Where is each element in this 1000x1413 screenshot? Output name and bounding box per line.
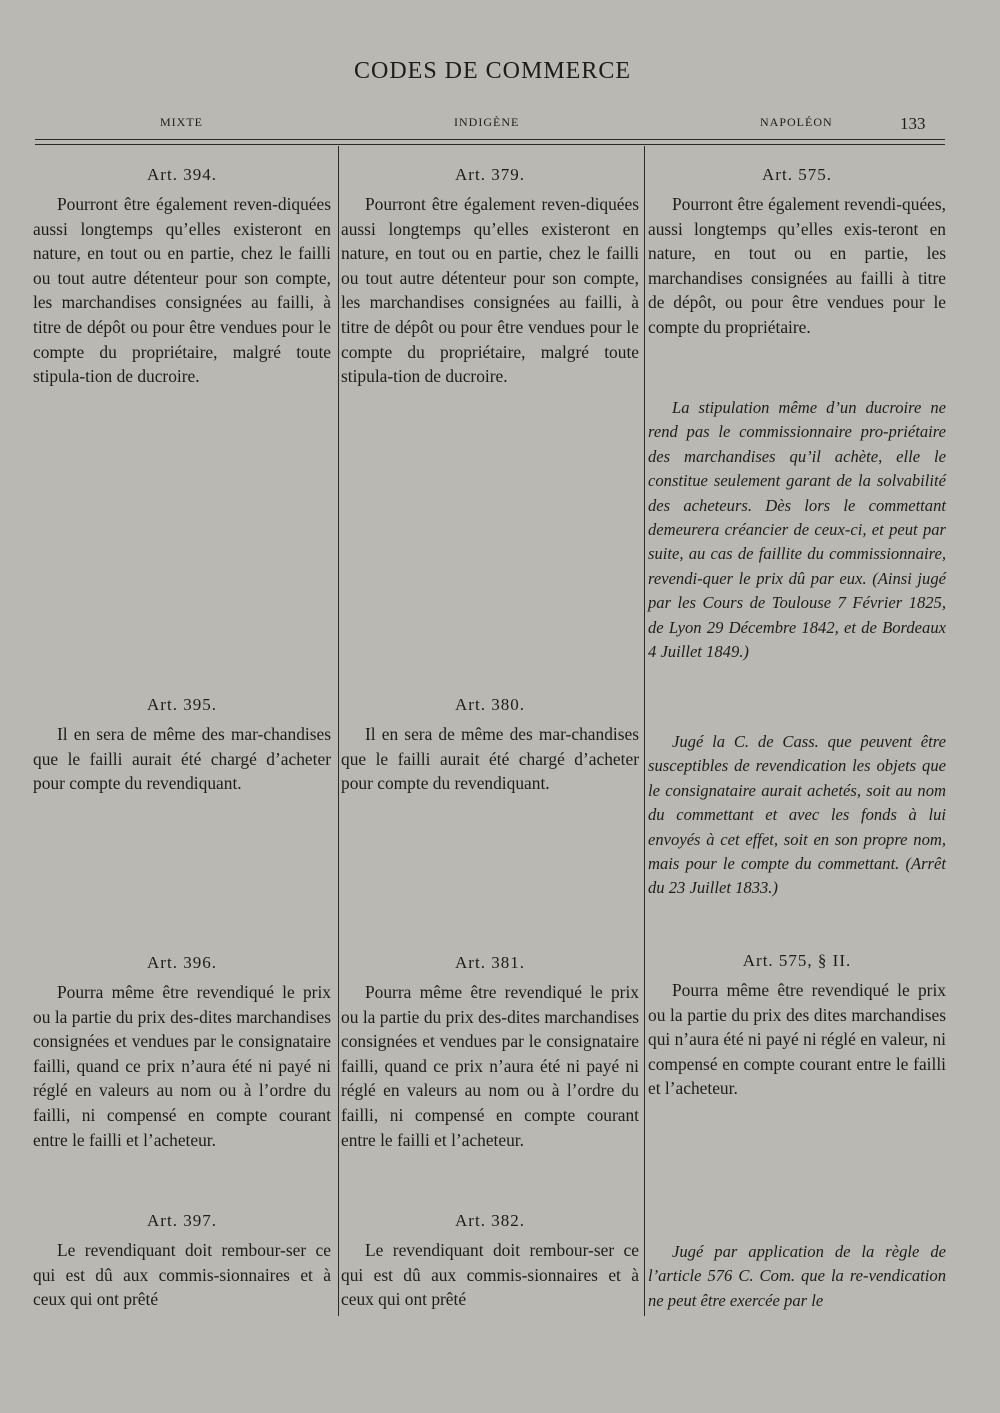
article-heading: Art. 382. <box>455 1211 525 1230</box>
page-number: 133 <box>900 114 926 133</box>
column-mixte <box>33 150 331 1320</box>
article-heading: Art. 379. <box>455 165 525 184</box>
article-381 <box>341 952 639 1152</box>
article-396 <box>33 952 331 1152</box>
jurisprudence-note-2 <box>648 730 946 901</box>
header-rule <box>35 139 945 140</box>
note-text: Jugé par application de la règle de l’article 576 C. Com. que la re-vendication ne peut être exercée par le <box>648 1242 946 1310</box>
article-text: Il en sera de même des mar-chandises que le failli aurait été chargé d’acheter pour compte du revendiquant. <box>33 724 331 794</box>
article-heading: Art. 575, § II. <box>742 951 852 970</box>
article-394 <box>33 164 331 389</box>
column-header-indigene: INDIGÈNE <box>454 115 520 129</box>
article-380 <box>341 694 639 796</box>
article-text: Pourront être également reven-diquées aussi longtemps qu’elles existeront en nature, en tout ou en partie, chez le failli ou tout autre détenteur pour son compte, les marchandises consignées au failli, à titre de dépôt ou pour être vendues pour le compte du propriétaire, malgré toute stipula-tion de ducroire. <box>33 194 331 387</box>
note-text: La stipulation même d’un ducroire ne rend pas le commissionnaire pro-priétaire des marchandises qu’il achète, elle le constitue seulement garant de la solvabilité des acheteurs. Dès lors le commettant demeurera créancier de ceux-ci, et peut par suite, au cas de faillite du commissionnaire, revendi-quer le prix dû par eux. (Ainsi jugé par les Cours de Toulouse 7 Février 1825, de Lyon 29 Décembre 1842, et de Bordeaux 4 Juillet 1849.) <box>648 398 946 662</box>
article-575 <box>648 164 946 340</box>
article-395 <box>33 694 331 796</box>
header-rule-double <box>35 144 945 145</box>
column-indigene <box>341 150 639 1320</box>
article-379 <box>341 164 639 389</box>
article-575-2 <box>648 950 946 1101</box>
page-title: CODES DE COMMERCE <box>353 58 632 84</box>
article-397 <box>33 1210 331 1312</box>
jurisprudence-note-3 <box>648 1240 946 1313</box>
article-382 <box>341 1210 639 1312</box>
article-heading: Art. 380. <box>455 695 525 714</box>
column-header-napoleon: NAPOLÉON <box>760 115 833 129</box>
note-text: Jugé la C. de Cass. que peuvent être susceptibles de revendication les objets que le consignataire aurait achetés, soit au nom du commettant et avec les fonds à lui envoyés à cet effet, soit en son propre nom, mais pour le compte du commettant. (Arrêt du 23 Juillet 1833.) <box>648 732 946 898</box>
article-text: Pourra même être revendiqué le prix ou la partie du prix des-dites marchandises consignées et vendues par le consignataire failli, quand ce prix n’aura été ni payé ni réglé en valeurs au nom ou à l’ordre du failli, ni compensé en compte courant entre le failli et l’acheteur. <box>33 982 331 1150</box>
column-header-mixte: MIXTE <box>160 115 203 129</box>
jurisprudence-note-1 <box>648 396 946 664</box>
article-text: Pourront être également revendi-quées, aussi longtemps qu’elles exis-teront en nature, en tout ou en partie, les marchandises consignées au failli à titre de dépôt, ou pour être vendues pour le compte du propriétaire. <box>648 194 946 337</box>
article-text: Il en sera de même des mar-chandises que le failli aurait été chargé d’acheter pour compte du revendiquant. <box>341 724 639 794</box>
column-divider-right <box>644 146 645 1316</box>
column-divider-left <box>338 146 339 1316</box>
article-text: Pourra même être revendiqué le prix ou la partie du prix des-dites marchandises consignées et vendues par le consignataire failli, quand ce prix n’aura été ni payé ni réglé en valeurs au nom ou à l’ordre du failli, ni compensé en compte courant entre le failli et l’acheteur. <box>341 982 639 1150</box>
article-text: Le revendiquant doit rembour-ser ce qui est dû aux commis-sionnaires et à ceux qui ont prêté <box>341 1240 639 1310</box>
article-text: Pourra même être revendiqué le prix ou la partie du prix des dites marchandises qui n’aura été ni payé ni réglé en valeur, ni compensé en compte courant entre le failli et l’acheteur. <box>648 980 946 1099</box>
article-heading: Art. 394. <box>147 165 217 184</box>
article-text: Le revendiquant doit rembour-ser ce qui est dû aux commis-sionnaires et à ceux qui ont prêté <box>33 1240 331 1310</box>
article-heading: Art. 575. <box>762 165 832 184</box>
column-napoleon <box>648 150 946 1320</box>
article-heading: Art. 396. <box>147 953 217 972</box>
article-heading: Art. 381. <box>455 953 525 972</box>
article-text: Pourront être également reven-diquées aussi longtemps qu’elles existeront en nature, en tout ou en partie, chez le failli ou tout autre détenteur pour son compte, les marchandises consignées au failli, à titre de dépôt ou pour être vendues pour le compte du propriétaire, malgré toute stipula-tion de ducroire. <box>341 194 639 387</box>
article-heading: Art. 397. <box>147 1211 217 1230</box>
article-heading: Art. 395. <box>147 695 217 714</box>
